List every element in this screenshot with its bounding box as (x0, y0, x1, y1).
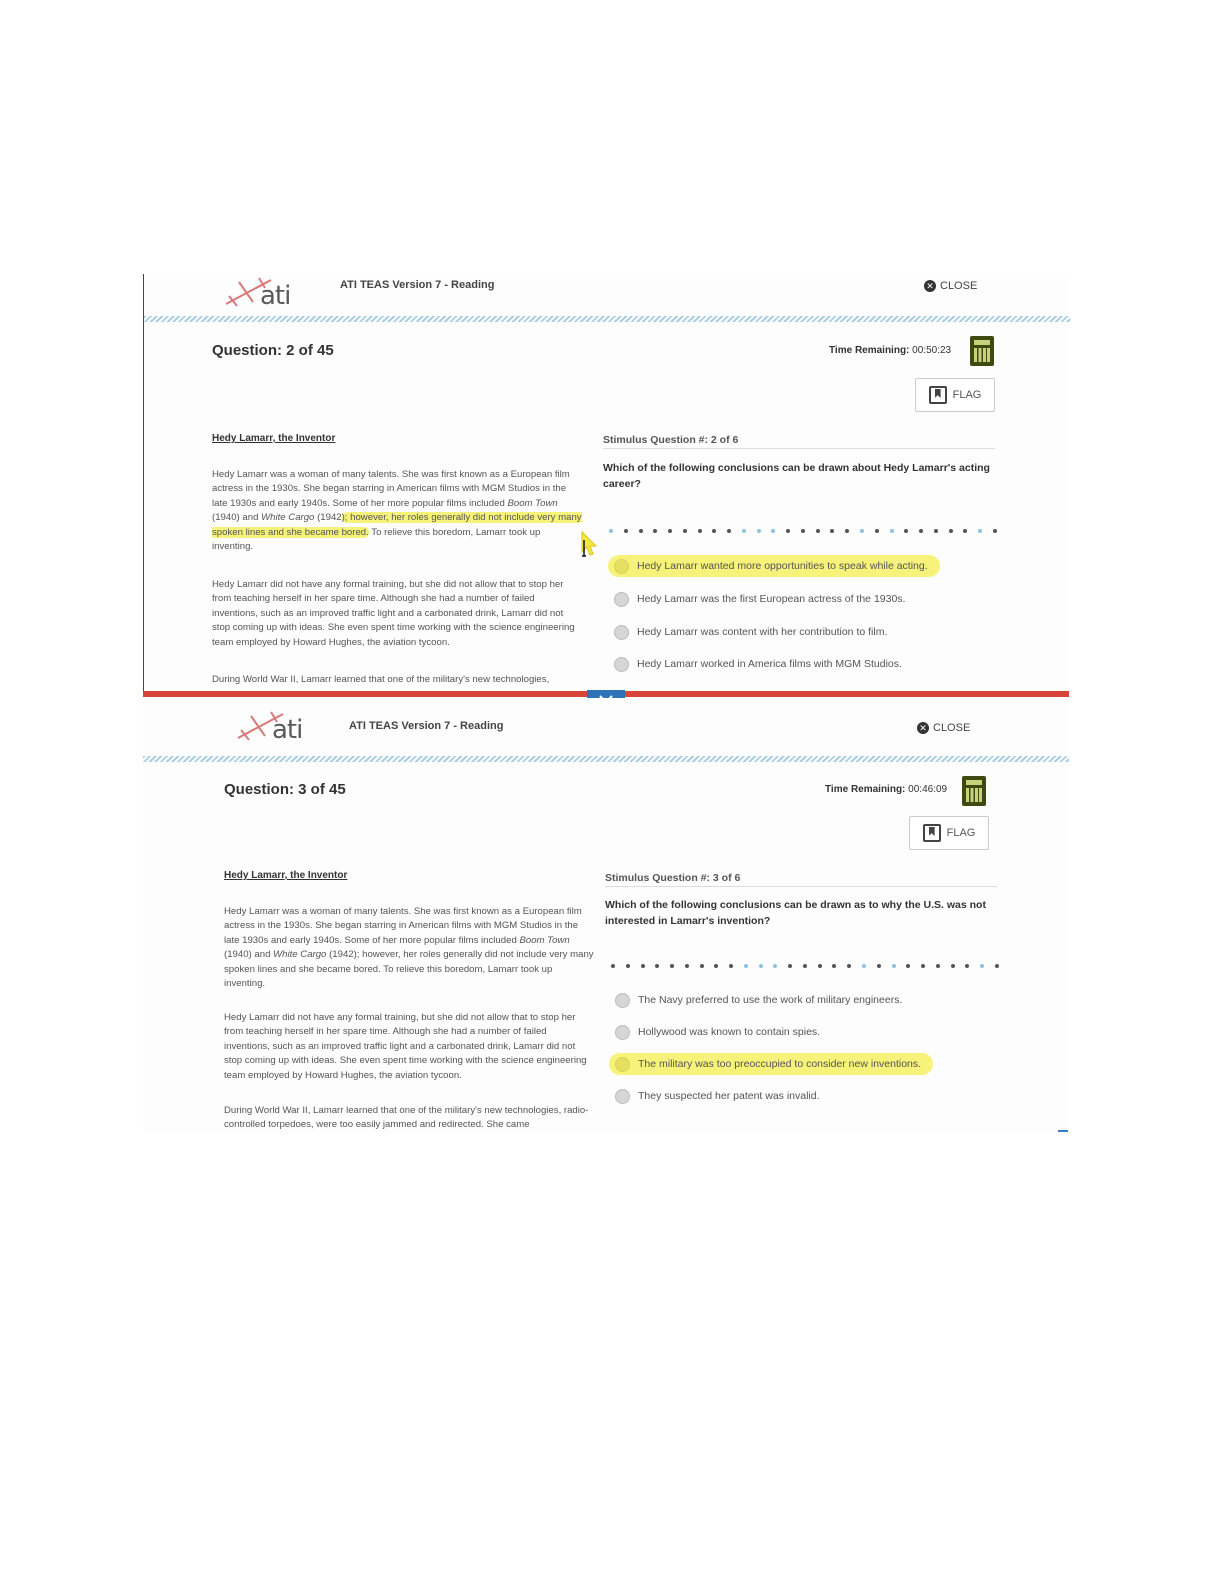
ati-logo-icon: ati (235, 710, 325, 750)
radio-button[interactable] (614, 592, 629, 607)
app-title: ATI TEAS Version 7 - Reading (349, 720, 504, 732)
calculator-icon[interactable] (962, 776, 986, 806)
flag-icon (923, 824, 941, 842)
time-remaining (825, 784, 947, 795)
progress-dots (611, 962, 999, 970)
answer-option-3[interactable]: Hedy Lamarr was content with her contribution to film. (614, 621, 887, 643)
radio-button[interactable] (614, 657, 629, 672)
passage-paragraph-3: During World War II, Lamarr learned that one of the military's new technologies, (212, 674, 550, 685)
close-label: CLOSE (933, 722, 971, 734)
flag-label: FLAG (946, 827, 976, 839)
close-icon: ✕ (924, 280, 936, 292)
screenshot-question-2 (143, 274, 1070, 691)
time-label: Time Remaining: (825, 784, 906, 795)
question-number: Question: 2 of 45 (212, 342, 334, 359)
answer-option-3[interactable]: The military was too preoccupied to consider new inventions. (609, 1053, 933, 1075)
radio-button[interactable] (615, 1025, 630, 1040)
radio-button[interactable] (615, 1057, 630, 1072)
header-divider (143, 756, 1069, 762)
time-value: 00:46:09 (908, 784, 948, 795)
progress-dots (609, 527, 997, 535)
passage-title: Hedy Lamarr, the Inventor (212, 433, 336, 444)
close-icon: ✕ (917, 722, 929, 734)
flag-button[interactable] (909, 816, 989, 850)
answer-option-2[interactable]: Hedy Lamarr was the first European actress of the 1930s. (614, 588, 905, 610)
header-divider (144, 316, 1070, 322)
passage-paragraph-2: Hedy Lamarr did not have any formal training, but she did not allow that to stop her from teaching herself in her spare time. Although she had a number of failed inventions, such as an improved traffic light and a carbonated drink, Lamarr did not stop coming up with ideas. She even spent time working with the science engineering team employed by Howard Hughes, the aviation tycoon. (224, 1012, 587, 1081)
answer-option-2[interactable]: Hollywood was known to contain spies. (615, 1021, 820, 1043)
flag-icon (929, 386, 947, 404)
flag-button[interactable] (915, 378, 995, 412)
radio-button[interactable] (615, 993, 630, 1008)
radio-button[interactable] (615, 1089, 630, 1104)
time-value: 00:50:23 (912, 345, 952, 356)
time-remaining (829, 345, 951, 356)
passage-title: Hedy Lamarr, the Inventor (224, 870, 348, 881)
app-title: ATI TEAS Version 7 - Reading (340, 279, 495, 291)
scroll-edge-marker (1058, 1130, 1068, 1132)
answer-option-4[interactable]: They suspected her patent was invalid. (615, 1085, 820, 1107)
question-number: Question: 3 of 45 (224, 781, 346, 798)
top-bar (143, 698, 1069, 746)
mouse-cursor-icon (578, 530, 602, 560)
passage-paragraph-2: Hedy Lamarr did not have any formal training, but she did not allow that to stop her from teaching herself in her spare time. Although she had a number of failed inventions, such as an improved traffic light and a carbonated drink, Lamarr did not stop coming up with ideas. She even spent time working with the science engineering team employed by Howard Hughes, the aviation tycoon. (212, 579, 575, 648)
close-button[interactable] (924, 280, 977, 292)
passage-paragraph-1: Hedy Lamarr was a woman of many talents. She was first known as a European film actress in the 1930s. She began starring in American films with MGM Studios in the late 1930s and early 1940s. Some of her more popular films included Boom Town (1940) and White Cargo (1942); however, her roles generally did not include very many spoken lines and she became bored. To relieve this boredom, Lamarr took up inventing. (212, 469, 582, 553)
radio-button[interactable] (614, 625, 629, 640)
stimulus-counter: Stimulus Question #: 2 of 6 (603, 434, 995, 449)
radio-button[interactable] (614, 559, 629, 574)
time-label: Time Remaining: (829, 345, 910, 356)
answer-option-4[interactable]: Hedy Lamarr worked in America films with MGM Studios. (614, 653, 902, 675)
question-text: Which of the following conclusions can be drawn about Hedy Lamarr's acting career? (603, 462, 990, 490)
close-button[interactable] (917, 722, 970, 734)
answer-option-1[interactable]: The Navy preferred to use the work of military engineers. (615, 989, 902, 1011)
passage-paragraph-1: Hedy Lamarr was a woman of many talents. She was first known as a European film actress in the 1930s. She began starring in American films with MGM Studios in the late 1930s and early 1940s. Some of her more popular films included Boom Town (1940) and White Cargo (1942); however, her roles generally did not include very many spoken lines and she became bored. To relieve this boredom, Lamarr took up inventing. (224, 906, 594, 990)
answer-option-1[interactable]: Hedy Lamarr wanted more opportunities to speak while acting. (608, 555, 940, 577)
flag-label: FLAG (952, 389, 982, 401)
top-bar (144, 274, 1070, 322)
question-text: Which of the following conclusions can be drawn as to why the U.S. was not interested in Lamarr's invention? (605, 899, 986, 927)
stimulus-counter: Stimulus Question #: 3 of 6 (605, 872, 997, 887)
calculator-icon[interactable] (970, 336, 994, 366)
passage-highlight: ); however, her roles generally did not include very many spoken lines and she became bored. (212, 512, 582, 538)
screenshot-question-3 (143, 698, 1069, 1132)
close-label: CLOSE (940, 280, 978, 292)
ati-logo-icon: ati (223, 276, 313, 316)
passage-paragraph-3: During World War II, Lamarr learned that one of the military's new technologies, radio-controlled torpedoes, were too easily jammed and redirected. She came (224, 1105, 589, 1131)
